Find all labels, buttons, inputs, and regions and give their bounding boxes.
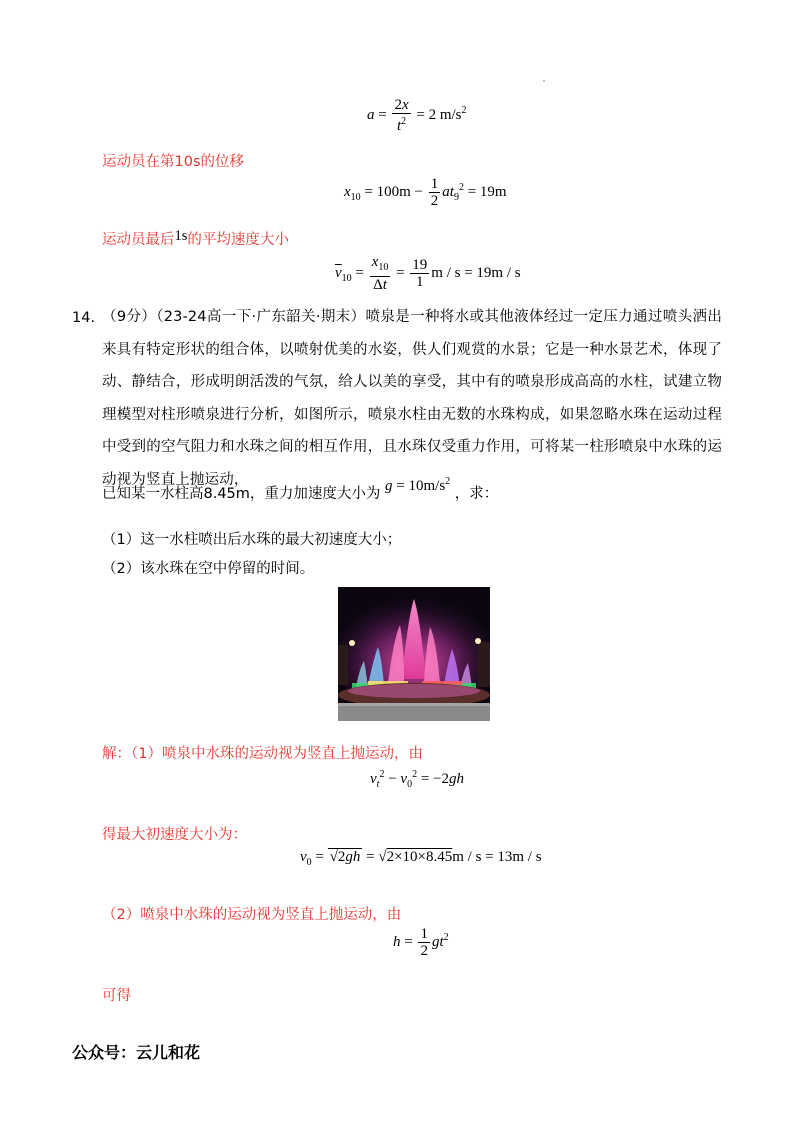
fountain-illustration — [338, 587, 490, 721]
sub-question-2: （2）该水珠在空中停留的时间。 — [102, 561, 315, 577]
sub-question-1: （1）这一水柱喷出后水珠的最大初速度大小； — [102, 532, 402, 548]
scan-dot — [543, 80, 545, 82]
label-displacement-10s: 运动员在第10s的位移 — [102, 154, 245, 170]
question-source: （23-24高一下·广东韶关·期末） — [156, 309, 366, 325]
question-paragraph — [102, 301, 722, 496]
answer-intro: 解：（1）喷泉中水珠的运动视为竖直上抛运动，由 — [102, 746, 423, 762]
equation-max-initial-velocity: $v_0 = √2gh = √2\times 10\times 8.45m / s = 13m / s$ — [300, 849, 542, 868]
equation-displacement: $x_{10} = 100m$ − $\frac{1}{2}$ $at_9^2 = 19m$ — [344, 176, 507, 209]
answer-part2: （2）喷泉中水珠的运动视为竖直上抛运动，由 — [102, 907, 402, 923]
label-max-initial-velocity: 得最大初速度大小为： — [102, 827, 247, 843]
question-number: 14. — [72, 310, 96, 326]
label-average-speed — [102, 228, 289, 249]
equation-acceleration: a = $\frac{2x}{t^2}$ = 2 $m/s^2$ — [367, 97, 467, 134]
question-text: 喷泉是一种将水或其他液体经过一定压力通过喷头洒出来具有特定形状的组合体，以喷射优美的水姿，供人们观赏的水景；它是一种水景艺术，体现了动、静结合，形成明朗活泼的气氛，给人以美的享受，其中有的喷泉形成高高的水柱，试建立物理模型对柱形喷泉进行分析，如图所示，喷泉水柱由无数的水珠构成，如果忽略水珠在运动过程中受到的空气阻力和水珠之间的相互作用，且水珠仅受重力作用，可将某一柱形喷泉中水珠的运动视为竖直上抛运动， — [102, 309, 722, 488]
equation-gravity: $g = 10m/s^2$ — [385, 476, 451, 494]
known-condition — [102, 476, 499, 503]
label-average-speed-suffix: 的平均速度大小 — [187, 232, 289, 248]
label-average-speed-unit: 1s — [174, 228, 188, 244]
known-suffix: ，求： — [454, 486, 499, 502]
question-score: （9分） — [102, 309, 157, 325]
equation-height-time: h = $\frac{1}{2}$ $gt^2$ — [393, 926, 449, 959]
fountain-photo — [338, 587, 490, 721]
equation-kinematic: $v_t^2 - v_0^2 = -2gh$ — [370, 769, 465, 790]
known-prefix: 已知某一水柱高8.45m，重力加速度大小为 — [102, 486, 381, 502]
equation-average-velocity: $\overline{v}_{10}$ = $\frac{x_{10}}{\Delta t}$ = $\frac{19}{1}$ m / s = 19m / s — [335, 254, 521, 293]
label-average-speed-prefix: 运动员最后 — [102, 232, 175, 248]
footer-wechat: 公众号：云儿和花 — [72, 1043, 201, 1062]
label-ke-de: 可得 — [102, 988, 131, 1004]
